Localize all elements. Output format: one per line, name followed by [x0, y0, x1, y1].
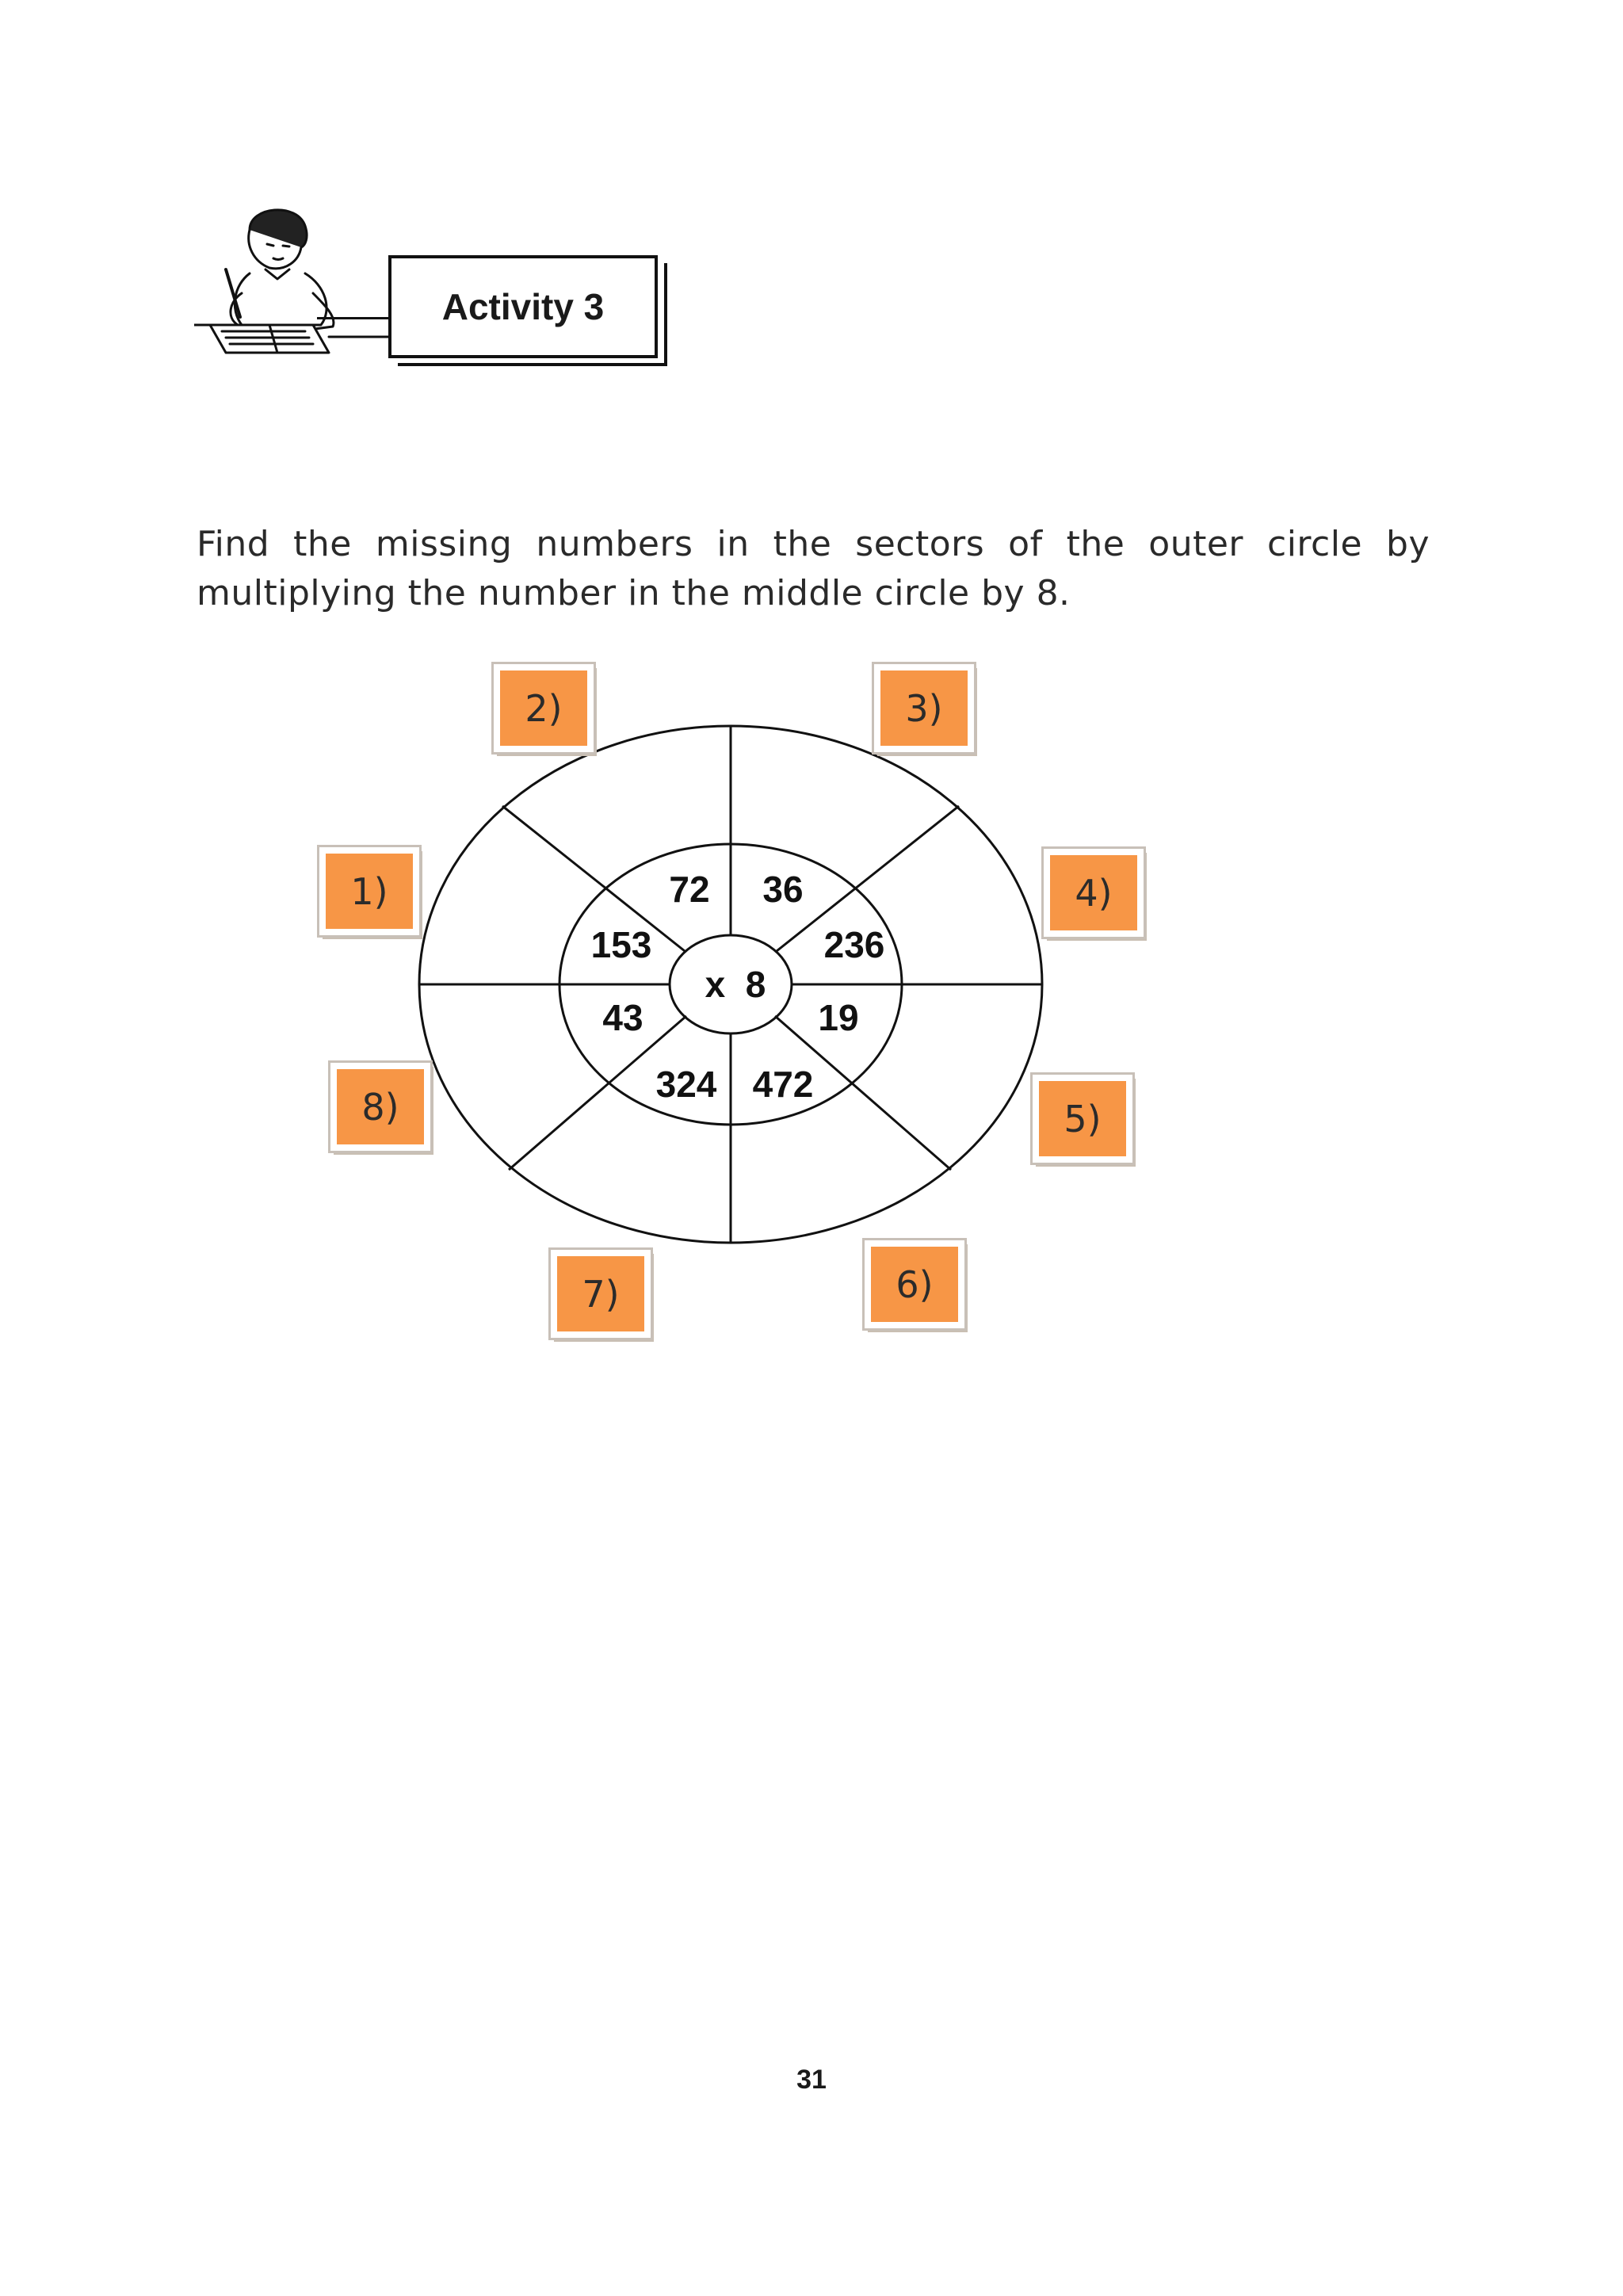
- spoke-lower-left: [509, 1016, 686, 1170]
- answer-label-1: 1): [319, 847, 419, 935]
- answer-label-3: 3): [874, 664, 974, 752]
- spoke-lower-right: [775, 1016, 951, 1170]
- activity-title: Activity 3: [441, 286, 605, 327]
- center-circle: [670, 935, 792, 1033]
- boy-writing-illustration: [194, 198, 392, 365]
- decorative-rule: [317, 317, 388, 319]
- inner-number-right-lower: 19: [818, 997, 859, 1038]
- answer-label-4: 4): [1044, 849, 1144, 937]
- answer-label-7: 7): [551, 1250, 651, 1338]
- inner-number-bottom-right: 472: [752, 1064, 814, 1105]
- answer-label-5: 5): [1033, 1075, 1132, 1163]
- outer-circle: [419, 726, 1042, 1243]
- inner-number-bottom-left: 324: [655, 1064, 717, 1105]
- page-number: 31: [796, 2065, 827, 2095]
- answer-label-8: 8): [330, 1063, 430, 1151]
- inner-number-top-right: 36: [762, 869, 804, 910]
- center-multiplier: x 8: [705, 964, 766, 1005]
- spoke-upper-left: [502, 806, 685, 951]
- instruction-text: Find the missing numbers in the sectors of the outer circle by multiplying the number in the middle circle by 8.: [197, 524, 1430, 613]
- spoke-upper-right: [777, 806, 959, 951]
- inner-number-top-left: 72: [669, 869, 710, 910]
- middle-circle: [559, 844, 902, 1125]
- answer-label-2: 2): [494, 664, 594, 752]
- inner-number-left-lower: 43: [602, 997, 643, 1038]
- answer-label-6: 6): [865, 1240, 964, 1328]
- inner-number-right-upper: 236: [823, 924, 885, 965]
- activity-title-box: [388, 255, 658, 358]
- inner-number-left-upper: 153: [590, 924, 652, 965]
